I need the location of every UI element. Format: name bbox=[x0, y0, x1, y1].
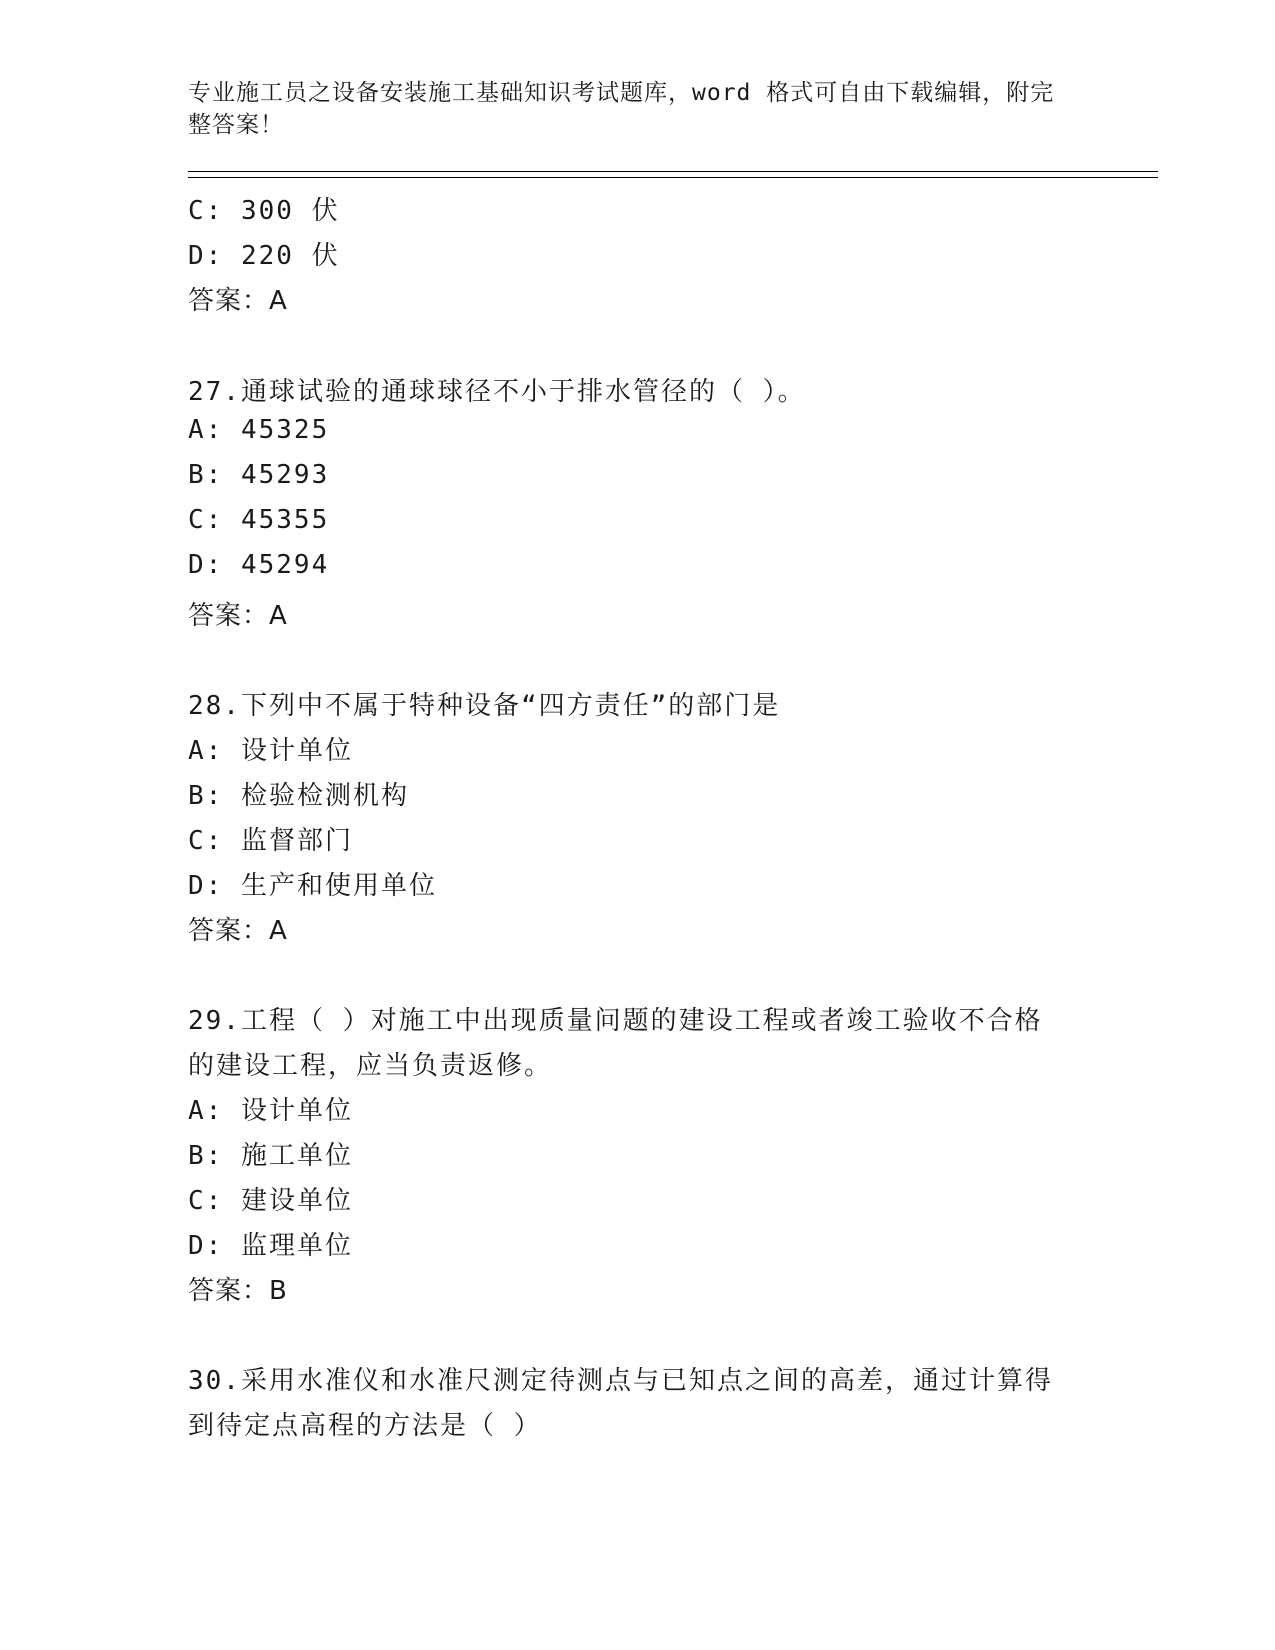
header-title-line1: 专业施工员之设备安装施工基础知识考试题库，word 格式可自由下载编辑，附完 bbox=[188, 80, 1055, 106]
answer: 答案：B bbox=[188, 1276, 288, 1306]
header-title-line2: 整答案！ bbox=[188, 112, 284, 138]
question-stem-line2: 到待定点高程的方法是（ ） bbox=[188, 1411, 542, 1441]
option-d: D: 监理单位 bbox=[188, 1231, 353, 1261]
option-a: A: 设计单位 bbox=[188, 736, 353, 766]
answer: 答案：A bbox=[188, 601, 288, 631]
option-a: A: 45325 bbox=[188, 415, 330, 445]
option-d: D: 45294 bbox=[188, 550, 330, 580]
option-d: D: 生产和使用单位 bbox=[188, 871, 437, 901]
option-a: A: 设计单位 bbox=[188, 1096, 353, 1126]
header-rule-top bbox=[188, 171, 1158, 172]
header-rule-bottom bbox=[188, 177, 1158, 178]
option-b: B: 检验检测机构 bbox=[188, 781, 409, 811]
option-c: C: 监督部门 bbox=[188, 826, 353, 856]
question-stem-line1: 29.工程（ ）对施工中出现质量问题的建设工程或者竣工验收不合格 bbox=[188, 1006, 1043, 1036]
question-stem-line2: 的建设工程，应当负责返修。 bbox=[188, 1051, 553, 1081]
answer: 答案：A bbox=[188, 916, 288, 946]
option-c: C: 300 伏 bbox=[188, 196, 340, 226]
question-stem: 28.下列中不属于特种设备“四方责任”的部门是 bbox=[188, 691, 781, 721]
option-c: C: 45355 bbox=[188, 505, 330, 535]
option-c: C: 建设单位 bbox=[188, 1186, 353, 1216]
question-stem-line1: 30.采用水准仪和水准尺测定待测点与已知点之间的高差，通过计算得 bbox=[188, 1366, 1053, 1396]
answer: 答案：A bbox=[188, 286, 288, 316]
question-stem: 27.通球试验的通球球径不小于排水管径的（ ）。 bbox=[188, 377, 806, 407]
option-b: B: 45293 bbox=[188, 460, 330, 490]
option-d: D: 220 伏 bbox=[188, 241, 340, 271]
option-b: B: 施工单位 bbox=[188, 1141, 353, 1171]
